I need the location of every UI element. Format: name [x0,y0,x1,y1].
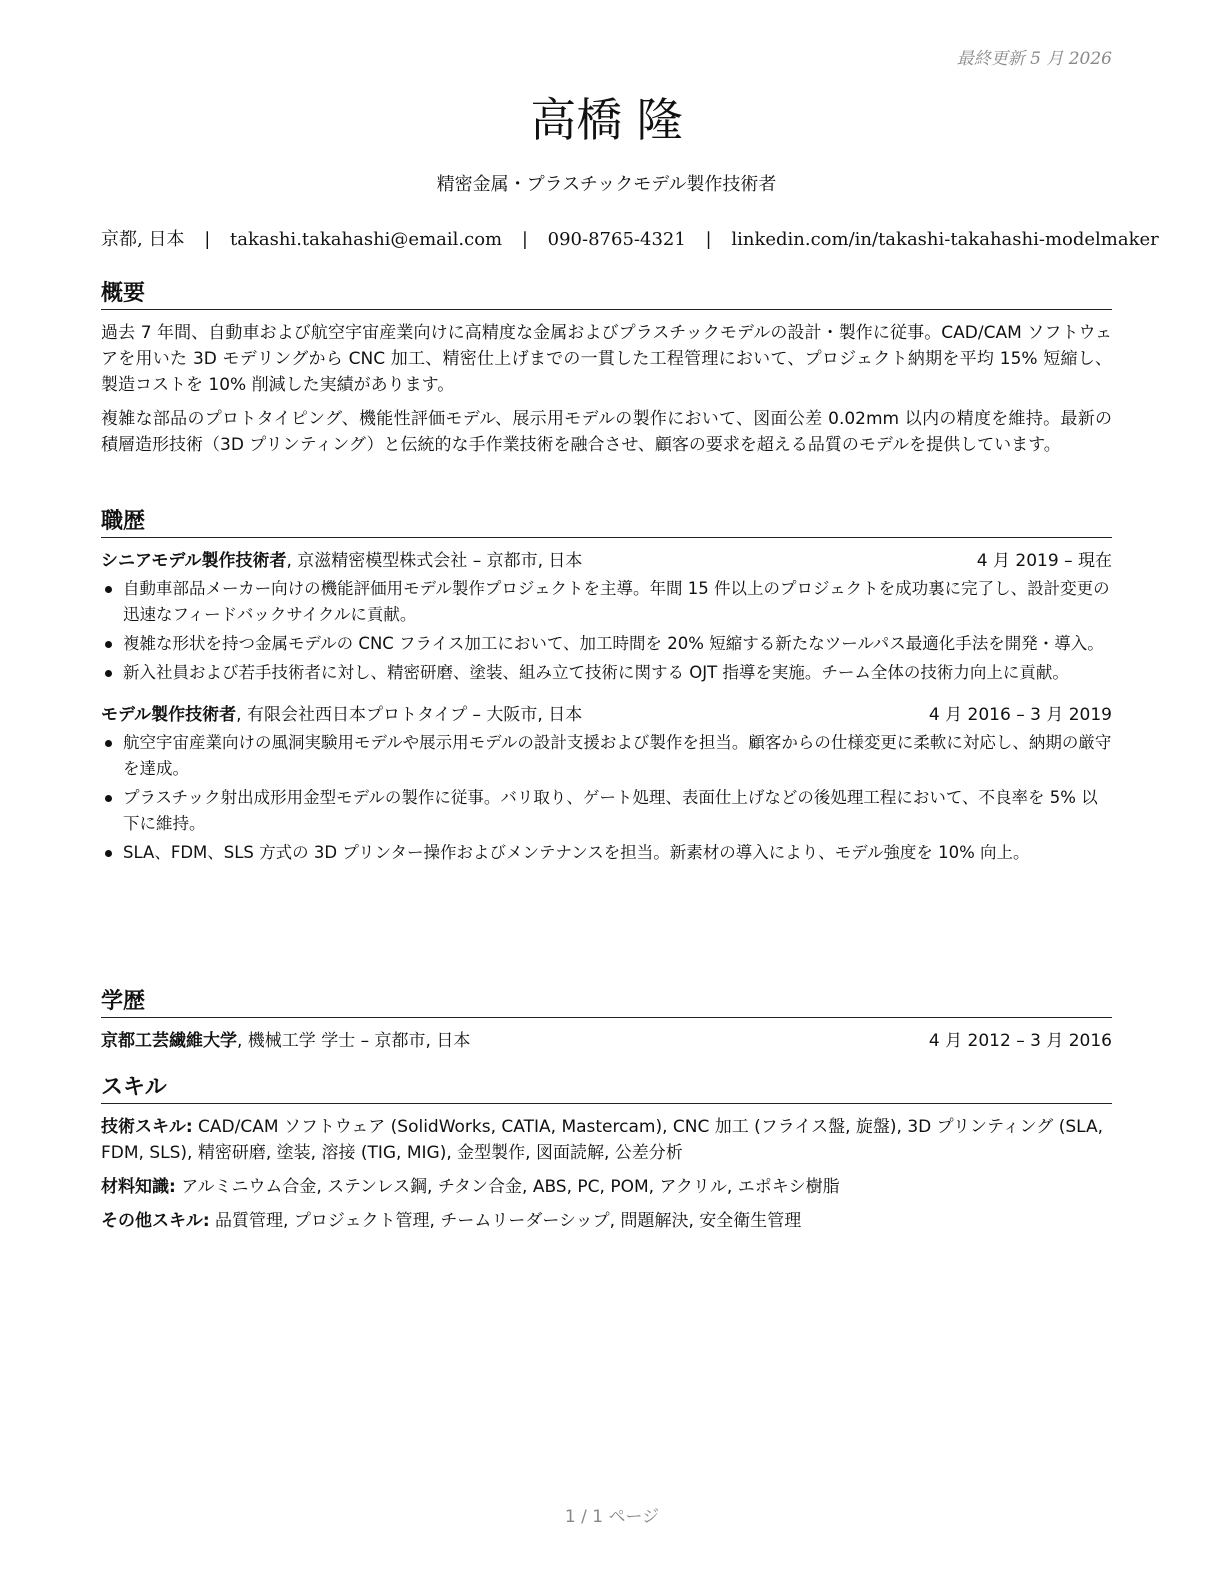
education-detail: , 機械工学 学士 – 京都市, 日本 [237,1031,471,1051]
skill-row [101,1114,1112,1166]
section-title-summary: 概要 [101,276,1112,310]
separator: | [705,229,712,250]
skill-label: その他スキル: [101,1211,210,1231]
section-title-education: 学歴 [101,984,1112,1018]
job-entry [101,548,1112,686]
skill-value: アルミニウム合金, ステンレス鋼, チタン合金, ABS, PC, POM, アクリル, エポキシ樹脂 [175,1177,840,1197]
skills-section [101,1070,1112,1242]
last-updated: 最終更新 5 月 2026 [956,49,1112,69]
bullet-icon [105,795,112,802]
bullet-icon [105,670,112,677]
job-org: , 有限会社西日本プロトタイプ – 大阪市, 日本 [236,705,583,725]
experience-section [101,504,1112,869]
skill-row [101,1174,1112,1200]
page-number: 1 / 1 ページ [564,1507,660,1527]
list-item [101,785,1112,837]
job-role-org [101,702,582,728]
bullet-text: SLA、FDM、SLS 方式の 3D プリンター操作およびメンテナンスを担当。新素材の導入により、モデル強度を 10% 向上。 [123,843,1030,862]
skill-value: CAD/CAM ソフトウェア (SolidWorks, CATIA, Mastercam), CNC 加工 (フライス盤, 旋盤), 3D プリンティング (SLA, FDM, SLS), 精密研磨, 塗装, 溶接 (TIG, MIG), 金型製作, 図面読解, 公差分析 [101,1117,1104,1163]
bullet-text: 自動車部品メーカー向けの機能評価用モデル製作プロジェクトを主導。年間 15 件以上のプロジェクトを成功裏に完了し、設計変更の迅速なフィードバックサイクルに貢献。 [123,579,1110,624]
person-name: 高橋 隆 [530,93,683,147]
bullet-icon [105,641,112,648]
job-org: , 京滋精密模型株式会社 – 京都市, 日本 [286,551,583,571]
job-dates: 4 月 2016 – 3 月 2019 [928,705,1112,725]
skill-row [101,1208,1112,1234]
skill-value: 品質管理, プロジェクト管理, チームリーダーシップ, 問題解決, 安全衛生管理 [209,1211,802,1231]
contact-line [101,225,1159,251]
education-school-detail [101,1028,470,1054]
bullet-text: 新入社員および若手技術者に対し、精密研磨、塗装、組み立て技術に関する OJT 指導を実施。チーム全体の技術力向上に貢献。 [123,663,1069,682]
list-item [101,840,1112,866]
job-entry [101,702,1112,866]
job-role-org [101,548,582,574]
bullet-text: プラスチック射出成形用金型モデルの製作に従事。バリ取り、ゲート処理、表面仕上げなどの後処理工程において、不良率を 5% 以下に維持。 [123,788,1098,833]
contact-location: 京都, 日本 [101,229,185,250]
education-dates: 4 月 2012 – 3 月 2016 [928,1031,1112,1051]
bullet-icon [105,850,112,857]
bullet-text: 航空宇宙産業向けの風洞実験用モデルや展示用モデルの設計支援および製作を担当。顧客からの仕様変更に柔軟に対応し、納期の厳守を達成。 [123,733,1112,778]
section-title-skills: スキル [101,1070,1112,1104]
bullet-text: 複雑な形状を持つ金属モデルの CNC フライス加工において、加工時間を 20% 短縮する新たなツールパス最適化手法を開発・導入。 [123,634,1104,653]
bullet-icon [105,586,112,593]
bullet-icon [105,740,112,747]
job-header [101,702,1112,728]
job-dates: 4 月 2019 – 現在 [976,551,1112,571]
summary-paragraph: 複雑な部品のプロトタイピング、機能性評価モデル、展示用モデルの製作において、図面公差 0.02mm 以内の精度を維持。最新の積層造形技術（3D プリンティング）と伝統的な手作業技術を融合させ、顧客の要求を超える品質のモデルを提供しています。 [101,409,1112,455]
contact-email[interactable]: takashi.takahashi@email.com [230,229,503,250]
resume-page [101,0,1159,1584]
job-bullets [101,730,1112,866]
list-item [101,660,1112,686]
skill-label: 材料知識: [101,1177,176,1197]
job-header [101,548,1112,574]
skill-label: 技術スキル: [101,1117,193,1137]
separator: | [521,229,528,250]
job-role: シニアモデル製作技術者 [101,551,287,571]
job-bullets [101,576,1112,686]
separator: | [204,229,211,250]
list-item [101,576,1112,628]
job-role: モデル製作技術者 [101,705,237,725]
contact-linkedin[interactable]: linkedin.com/in/takashi-takahashi-modelmaker [731,229,1159,250]
education-entry [101,1028,1112,1054]
section-title-experience: 職歴 [101,504,1112,538]
summary-section [101,276,1112,466]
job-title: 精密金属・プラスチックモデル製作技術者 [436,174,777,195]
education-section [101,984,1112,1054]
summary-paragraph: 過去 7 年間、自動車および航空宇宙産業向けに高精度な金属およびプラスチックモデルの設計・製作に従事。CAD/CAM ソフトウェアを用いた 3D モデリングから CNC 加工、精密仕上げまでの一貫した工程管理において、プロジェクト納期を平均 15% 短縮し、製造コストを 10% 削減した実績があります。 [101,323,1112,395]
list-item [101,730,1112,782]
contact-phone[interactable]: 090-8765-4321 [547,229,686,250]
education-school: 京都工芸繊維大学 [101,1031,237,1051]
list-item [101,631,1112,657]
